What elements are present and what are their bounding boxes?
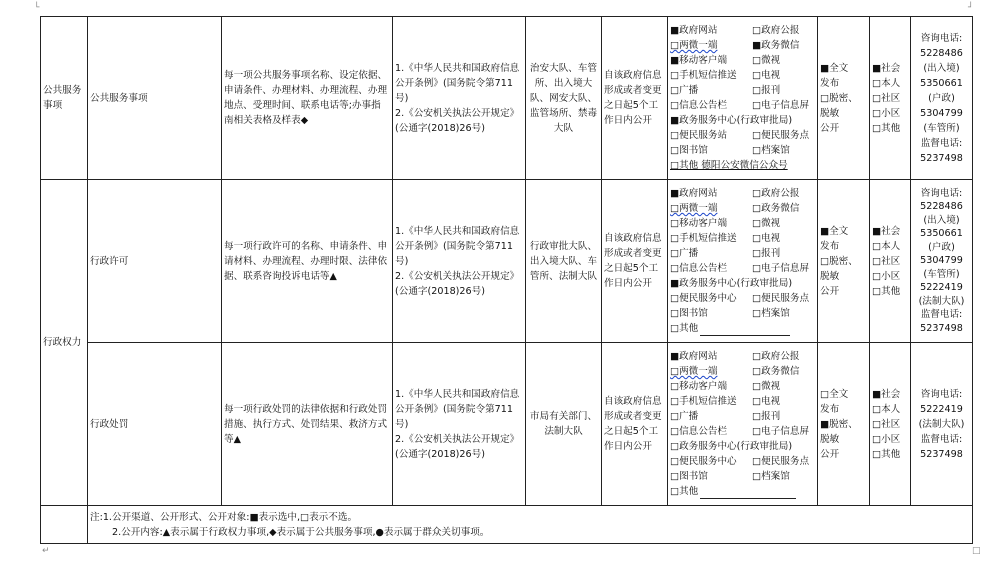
contact-cell xyxy=(911,17,973,180)
contact-line: 5350661 xyxy=(920,77,963,89)
content-cell: 每一项公共服务事项名称、设定依据、申请条件、办理材料、办理流程、办理地点、受理时间、联系电话等;办事指南相关表格及样表◆ xyxy=(222,17,393,180)
channel-option: □信息公告栏 xyxy=(670,100,728,111)
notes-cell xyxy=(88,506,973,544)
channel-option: □档案馆 xyxy=(752,471,790,482)
channel-option: □移动客户端 xyxy=(670,218,728,229)
note-line-1: 注:1.公开渠道、公开形式、公开对象:■表示选中,□表示不选。 xyxy=(90,511,358,523)
channel-option: □微视 xyxy=(752,55,781,66)
contact-line: (车管所) xyxy=(923,122,960,134)
notes-empty-cell xyxy=(41,506,88,544)
form-option: 脱敏 xyxy=(820,433,840,445)
contact-line: 5350661 xyxy=(920,228,963,240)
basis-cell xyxy=(393,17,526,180)
form-option: □脱密、 xyxy=(820,255,858,267)
channel-option: ■移动客户端 xyxy=(670,55,728,66)
channels-cell xyxy=(668,17,818,180)
channel-option: □便民服务点 xyxy=(752,293,810,304)
channel-option: □其他 xyxy=(670,323,699,334)
channels-cell xyxy=(668,343,818,506)
form-option: □脱密、 xyxy=(820,92,858,104)
channel-option: □广播 xyxy=(670,411,699,422)
target-option: □小区 xyxy=(872,270,901,282)
contact-line: (出入境) xyxy=(923,62,960,74)
channel-option: □便民服务中心 xyxy=(670,293,737,304)
channel-option: □便民服务点 xyxy=(752,130,810,141)
channel-option: □电子信息屏 xyxy=(752,426,810,437)
contact-line: 5237498 xyxy=(920,448,963,460)
channel-option: □电子信息屏 xyxy=(752,263,810,274)
contact-line: 咨询电话: xyxy=(920,187,963,199)
contact-line: 5228486 xyxy=(920,201,963,213)
contact-line: 监督电话: xyxy=(920,433,963,445)
contact-line: 5222419 xyxy=(920,403,963,415)
target-option: □社区 xyxy=(872,255,901,267)
target-option: ■社会 xyxy=(872,225,901,237)
item-cell: 行政处罚 xyxy=(88,343,222,506)
contact-line: (车管所) xyxy=(923,268,960,280)
channel-option: ■政府网站 xyxy=(670,351,718,362)
disclosure-table xyxy=(40,16,973,544)
target-option: ■社会 xyxy=(872,62,901,74)
contact-line: 咨询电话: xyxy=(920,388,963,400)
channel-option: □手机短信推送 xyxy=(670,233,737,244)
channel-option: □图书馆 xyxy=(670,308,708,319)
time-cell: 自该政府信息形成或者变更之日起5个工作日内公开 xyxy=(602,180,668,343)
contact-line: 5304799 xyxy=(920,107,963,119)
content-cell: 每一项行政许可的名称、申请条件、申请材料、办理流程、办理时限、法律依据、联系咨询投诉电话等▲ xyxy=(222,180,393,343)
contact-cell xyxy=(911,180,973,343)
target-option: □社区 xyxy=(872,418,901,430)
end-cell-marker-icon: □ xyxy=(972,546,981,556)
form-option: ■脱密、 xyxy=(820,418,858,430)
basis-line: 2.《公安机关执法公开规定》(公通字(2018)26号) xyxy=(395,270,520,297)
note-line-2: 2.公开内容:▲表示属于行政权力事项,◆表示属于公共服务事项,●表示属于群众关切事项。 xyxy=(112,526,490,538)
channel-option: □便民服务点 xyxy=(752,456,810,467)
target-option: □本人 xyxy=(872,240,901,252)
form-option: 公开 xyxy=(820,285,840,297)
notes-row xyxy=(41,506,973,544)
contact-cell xyxy=(911,343,973,506)
forms-cell xyxy=(818,180,870,343)
channel-option: ■政务微信 xyxy=(752,40,800,51)
table-row xyxy=(41,343,973,506)
basis-line: 1.《中华人民共和国政府信息公开条例》(国务院令第711号) xyxy=(395,388,520,430)
basis-cell xyxy=(393,343,526,506)
form-option: 公开 xyxy=(820,122,840,134)
form-option: ■全文 xyxy=(820,225,849,237)
time-cell: 自该政府信息形成或者变更之日起5个工作日内公开 xyxy=(602,17,668,180)
channel-option: □信息公告栏 xyxy=(670,426,728,437)
channel-option: □两微一端 xyxy=(670,366,718,377)
blank-line xyxy=(700,484,796,499)
target-option: □其他 xyxy=(872,448,901,460)
target-option: □其他 xyxy=(872,122,901,134)
channel-option: □信息公告栏 xyxy=(670,263,728,274)
target-option: □本人 xyxy=(872,77,901,89)
channel-option: □两微一端 xyxy=(670,40,718,51)
channel-option: □微视 xyxy=(752,381,781,392)
crop-mark: ┘ xyxy=(968,3,974,13)
subject-cell: 行政审批大队、出入境大队、车管所、法制大队 xyxy=(526,180,602,343)
contact-line: 5222419 xyxy=(920,282,963,294)
channel-option: □其他 xyxy=(670,486,699,497)
channel-option: □电子信息屏 xyxy=(752,100,810,111)
channel-option: □电视 xyxy=(752,233,781,244)
form-option: 发布 xyxy=(820,240,840,252)
targets-cell xyxy=(870,343,911,506)
form-option: 发布 xyxy=(820,403,840,415)
table-row xyxy=(41,17,973,180)
channel-option: □图书馆 xyxy=(670,145,708,156)
category-cell: 行政权力 xyxy=(41,180,88,506)
channel-option: □手机短信推送 xyxy=(670,70,737,81)
contact-line: (户政) xyxy=(928,92,955,104)
contact-line: (法制大队) xyxy=(918,418,965,430)
category-cell: 公共服务事项 xyxy=(41,17,88,180)
channel-option: ■政务服务中心(行政审批局) xyxy=(670,278,793,289)
channel-option: □广播 xyxy=(670,248,699,259)
contact-line: 5237498 xyxy=(920,322,963,334)
channels-cell xyxy=(668,180,818,343)
targets-cell xyxy=(870,17,911,180)
table-row xyxy=(41,180,973,343)
contact-line: 5304799 xyxy=(920,255,963,267)
basis-line: 2.《公安机关执法公开规定》(公通字(2018)26号) xyxy=(395,107,520,134)
paragraph-mark-icon: ↵ xyxy=(42,546,50,556)
channel-option: □政务微信 xyxy=(752,366,800,377)
form-option: □全文 xyxy=(820,388,849,400)
item-cell: 行政许可 xyxy=(88,180,222,343)
blank-line xyxy=(700,321,790,336)
target-option: □其他 xyxy=(872,285,901,297)
channel-option: □档案馆 xyxy=(752,308,790,319)
form-option: ■全文 xyxy=(820,62,849,74)
item-cell: 公共服务事项 xyxy=(88,17,222,180)
channel-option: □两微一端 xyxy=(670,203,718,214)
channel-option: □便民服务站 xyxy=(670,130,728,141)
contact-line: 监督电话: xyxy=(920,309,963,321)
contact-line: (法制大队) xyxy=(918,295,965,307)
target-option: □本人 xyxy=(872,403,901,415)
targets-cell xyxy=(870,180,911,343)
time-cell: 自该政府信息形成或者变更之日起5个工作日内公开 xyxy=(602,343,668,506)
crop-mark: └ xyxy=(34,3,40,13)
target-option: □社区 xyxy=(872,92,901,104)
channel-option: □报刊 xyxy=(752,85,781,96)
contact-line: (出入境) xyxy=(923,214,960,226)
channel-option: □政府公报 xyxy=(752,188,800,199)
channel-option: ■政府网站 xyxy=(670,25,718,36)
channel-option: □移动客户端 xyxy=(670,381,728,392)
channel-option: □报刊 xyxy=(752,411,781,422)
channel-option: □手机短信推送 xyxy=(670,396,737,407)
channel-option: □广播 xyxy=(670,85,699,96)
subject-cell: 治安大队、车管所、出入境大队、网安大队、监管场所、禁毒大队 xyxy=(526,17,602,180)
contact-line: 5237498 xyxy=(920,152,963,164)
channel-option: □报刊 xyxy=(752,248,781,259)
basis-cell xyxy=(393,180,526,343)
channel-option: □政府公报 xyxy=(752,25,800,36)
basis-line: 1.《中华人民共和国政府信息公开条例》(国务院令第711号) xyxy=(395,225,520,267)
channel-option: □图书馆 xyxy=(670,471,708,482)
target-option: □小区 xyxy=(872,433,901,445)
channel-option: □政务微信 xyxy=(752,203,800,214)
channel-option: □便民服务中心 xyxy=(670,456,737,467)
target-option: □小区 xyxy=(872,107,901,119)
forms-cell xyxy=(818,343,870,506)
target-option: ■社会 xyxy=(872,388,901,400)
contact-line: 咨询电话: xyxy=(920,32,963,44)
channel-option: □档案馆 xyxy=(752,145,790,156)
contact-line: (户政) xyxy=(928,241,955,253)
form-option: 脱敏 xyxy=(820,107,840,119)
subject-cell: 市局有关部门、法制大队 xyxy=(526,343,602,506)
channel-option: □政务服务中心(行政审批局) xyxy=(670,441,793,452)
channel-option: □电视 xyxy=(752,70,781,81)
channel-option: □其他 德阳公安微信公众号 xyxy=(670,160,788,171)
contact-line: 监督电话: xyxy=(920,137,963,149)
channel-option: □电视 xyxy=(752,396,781,407)
forms-cell xyxy=(818,17,870,180)
form-option: 公开 xyxy=(820,448,840,460)
channel-option: □政府公报 xyxy=(752,351,800,362)
form-option: 脱敏 xyxy=(820,270,840,282)
basis-line: 1.《中华人民共和国政府信息公开条例》(国务院令第711号) xyxy=(395,62,520,104)
form-option: 发布 xyxy=(820,77,840,89)
basis-line: 2.《公安机关执法公开规定》(公通字(2018)26号) xyxy=(395,433,520,460)
channel-option: ■政务服务中心(行政审批局) xyxy=(670,115,793,126)
channel-option: □微视 xyxy=(752,218,781,229)
contact-line: 5228486 xyxy=(920,47,963,59)
content-cell: 每一项行政处罚的法律依据和行政处罚措施、执行方式、处罚结果、救济方式等▲ xyxy=(222,343,393,506)
channel-option: ■政府网站 xyxy=(670,188,718,199)
